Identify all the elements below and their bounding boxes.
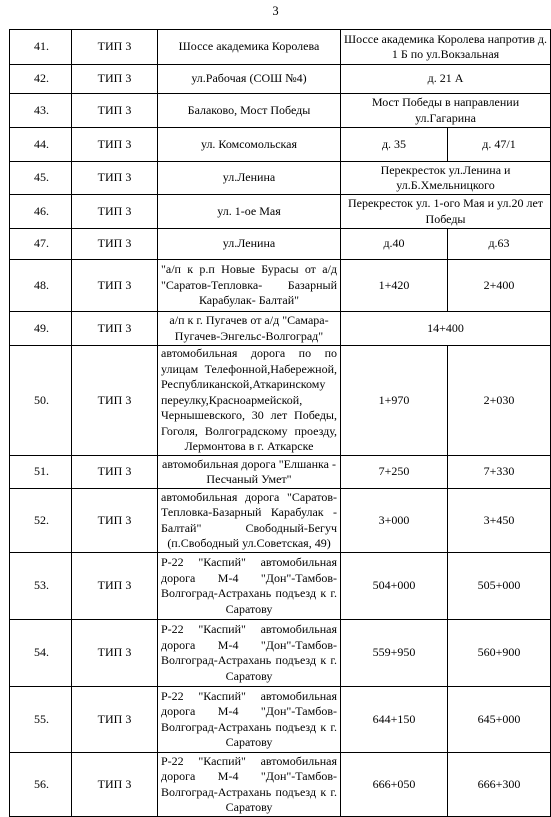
- table-row: [10, 229, 551, 260]
- row-number: 44.: [10, 128, 72, 162]
- row-location: Р-22 "Каспий" автомобильная дорога М-4 "Дон"-Тамбов-Волгоград-Астрахань подъезд к г. Саратову: [158, 620, 341, 687]
- row-location: автомобильная дорога "Елшанка - Песчаный Умет": [158, 456, 341, 489]
- row-from: 644+150: [341, 687, 448, 753]
- table-row: [10, 489, 551, 553]
- row-to: 2+030: [448, 346, 551, 456]
- row-number: 51.: [10, 456, 72, 489]
- row-position: Перекресток ул. 1-ого Мая и ул.20 лет Победы: [341, 195, 551, 229]
- row-to: д.63: [448, 229, 551, 260]
- row-position: д. 21 А: [341, 65, 551, 94]
- row-type: ТИП 3: [72, 312, 158, 346]
- row-type: ТИП 3: [72, 94, 158, 128]
- row-type: ТИП 3: [72, 346, 158, 456]
- row-number: 56.: [10, 753, 72, 817]
- row-from: 1+420: [341, 260, 448, 312]
- row-number: 49.: [10, 312, 72, 346]
- row-to: 560+900: [448, 620, 551, 687]
- row-to: 505+000: [448, 553, 551, 620]
- row-from: 504+000: [341, 553, 448, 620]
- row-number: 43.: [10, 94, 72, 128]
- row-from: 7+250: [341, 456, 448, 489]
- row-position: Шоссе академика Королева напротив д. 1 Б по ул.Вокзальная: [341, 30, 551, 65]
- row-from: 559+950: [341, 620, 448, 687]
- row-to: 2+400: [448, 260, 551, 312]
- table-row: [10, 94, 551, 128]
- row-to: 7+330: [448, 456, 551, 489]
- row-location: Шоссе академика Королева: [158, 30, 341, 65]
- row-number: 54.: [10, 620, 72, 687]
- row-number: 52.: [10, 489, 72, 553]
- row-type: ТИП 3: [72, 65, 158, 94]
- row-number: 47.: [10, 229, 72, 260]
- row-number: 42.: [10, 65, 72, 94]
- table-row: [10, 260, 551, 312]
- row-location: Р-22 "Каспий" автомобильная дорога М-4 "Дон"-Тамбов-Волгоград-Астрахань подъезд к г. Саратову: [158, 687, 341, 753]
- row-location: Р-22 "Каспий" автомобильная дорога М-4 "Дон"-Тамбов-Волгоград-Астрахань подъезд к г. Саратову: [158, 553, 341, 620]
- row-type: ТИП 3: [72, 128, 158, 162]
- table-row: [10, 195, 551, 229]
- row-type: ТИП 3: [72, 260, 158, 312]
- table-row: [10, 30, 551, 65]
- table-row: [10, 456, 551, 489]
- row-number: 50.: [10, 346, 72, 456]
- row-number: 46.: [10, 195, 72, 229]
- row-from: д. 35: [341, 128, 448, 162]
- row-type: ТИП 3: [72, 30, 158, 65]
- row-number: 45.: [10, 162, 72, 195]
- row-number: 53.: [10, 553, 72, 620]
- table-row: [10, 687, 551, 753]
- row-position: Мост Победы в направлении ул.Гагарина: [341, 94, 551, 128]
- row-type: ТИП 3: [72, 489, 158, 553]
- table-row: [10, 65, 551, 94]
- row-position: 14+400: [341, 312, 551, 346]
- row-location: автомобильная дорога "Саратов-Тепловка-Базарный Карабулак - Балтай" Свободный-Бегуч (п.Свободный ул.Советская, 49): [158, 489, 341, 553]
- row-from: 1+970: [341, 346, 448, 456]
- page-number: 3: [272, 4, 279, 18]
- table-row: [10, 753, 551, 817]
- row-number: 48.: [10, 260, 72, 312]
- row-to: д. 47/1: [448, 128, 551, 162]
- row-type: ТИП 3: [72, 753, 158, 817]
- row-location: Балаково, Мост Победы: [158, 94, 341, 128]
- row-location: ул.Ленина: [158, 162, 341, 195]
- row-type: ТИП 3: [72, 553, 158, 620]
- document-table: [9, 29, 551, 817]
- row-type: ТИП 3: [72, 456, 158, 489]
- row-type: ТИП 3: [72, 687, 158, 753]
- row-location: Р-22 "Каспий" автомобильная дорога М-4 "Дон"-Тамбов-Волгоград-Астрахань подъезд к г. Саратову: [158, 753, 341, 817]
- table-row: [10, 128, 551, 162]
- row-location: ул.Ленина: [158, 229, 341, 260]
- table-row: [10, 620, 551, 687]
- row-to: 645+000: [448, 687, 551, 753]
- row-from: д.40: [341, 229, 448, 260]
- row-type: ТИП 3: [72, 620, 158, 687]
- row-type: ТИП 3: [72, 162, 158, 195]
- row-number: 41.: [10, 30, 72, 65]
- row-location: ул.Рабочая (СОШ №4): [158, 65, 341, 94]
- row-type: ТИП 3: [72, 195, 158, 229]
- row-location: ул. Комсомольская: [158, 128, 341, 162]
- row-location: а/п к г. Пугачев от а/д "Самара-Пугачев-Энгельс-Волгоград": [158, 312, 341, 346]
- table-row: [10, 162, 551, 195]
- table-row: [10, 312, 551, 346]
- table-row: [10, 346, 551, 456]
- row-to: 3+450: [448, 489, 551, 553]
- row-location: автомобильная дорога по по улицам Телефонной,Набережной, Республиканской,Аткаринскому переулку,Красноармейской, Чернышевского, 30 лет Победы, Гоголя, Волгоградскому проезду, Лермонтова в г. Аткарске: [158, 346, 341, 456]
- row-number: 55.: [10, 687, 72, 753]
- row-position: Перекресток ул.Ленина и ул.Б.Хмельницкого: [341, 162, 551, 195]
- row-location: ул. 1-ое Мая: [158, 195, 341, 229]
- row-to: 666+300: [448, 753, 551, 817]
- row-from: 3+000: [341, 489, 448, 553]
- row-location: "а/п к р.п Новые Бурасы от а/д "Саратов-Тепловка- Базарный Карабулак- Балтай": [158, 260, 341, 312]
- row-type: ТИП 3: [72, 229, 158, 260]
- row-from: 666+050: [341, 753, 448, 817]
- table-row: [10, 553, 551, 620]
